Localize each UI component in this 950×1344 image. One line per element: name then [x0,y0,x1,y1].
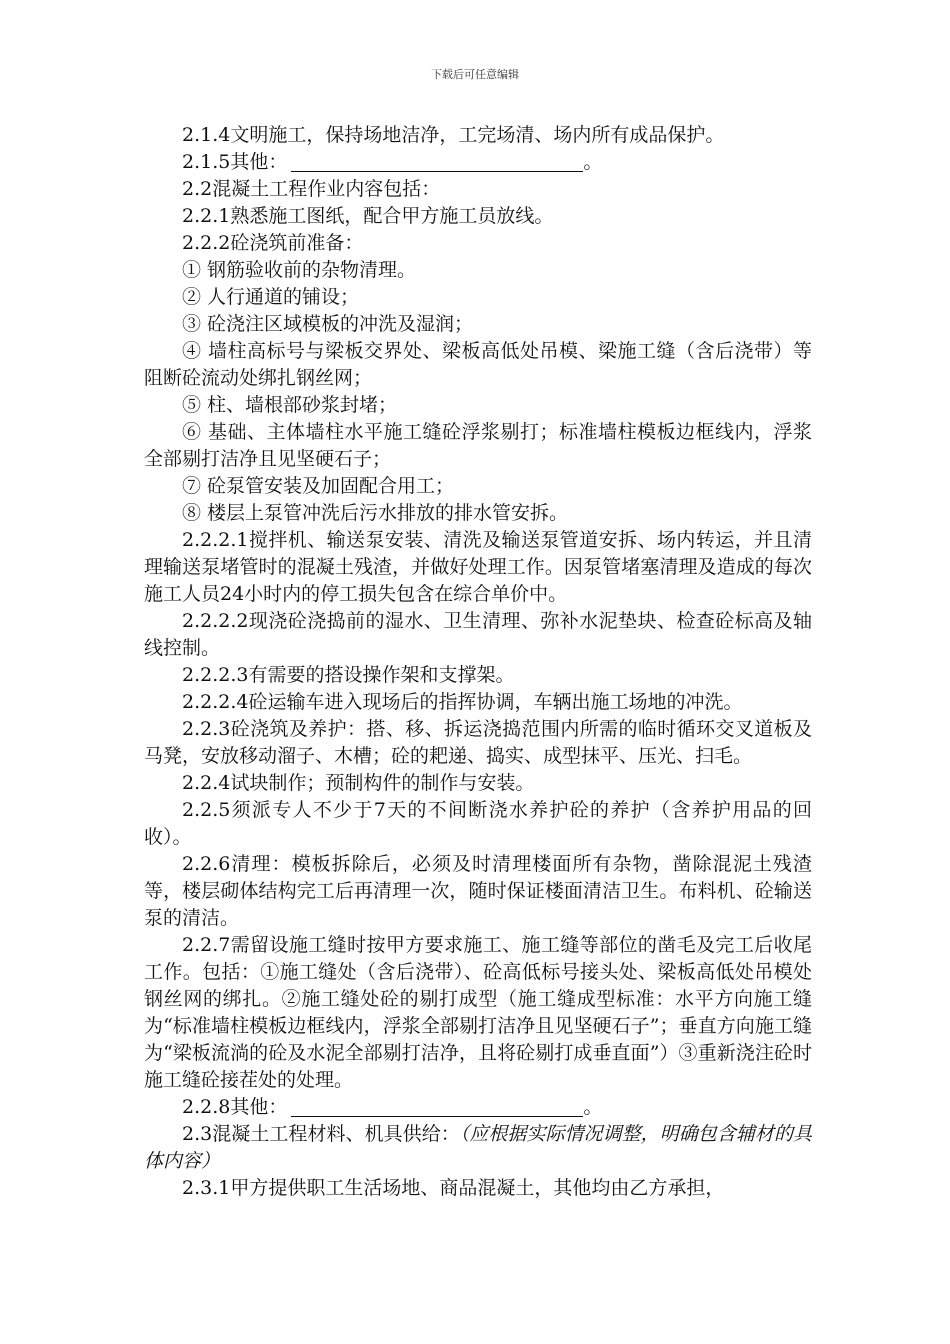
list-item-3: ③ 砼浇注区域模板的冲洗及湿润； [182,313,474,335]
page-header: 下载后可任意编辑 [431,68,519,81]
para-2-2-5: 2.2.5须派专人不少于7天的不间断浇水养护砼的养护（含养护用品的回收）。 [144,799,812,848]
para-2-2-8-label: 2.2.8其他： [182,1096,288,1118]
para-2-2-7: 2.2.7需留设施工缝时按甲方要求施工、施工缝等部位的凿毛及完工后收尾工作。包括：①施工缝处（含后浇带）、砼高低标号接头处、梁板高低处吊模处钢丝网的绑扎。②施工缝处砼的剔打成型（施工缝成型标准：水平方向施工缝为“标准墙柱模板边框线内，浮浆全部剔打洁净且见坚硬石子”；垂直方向施工缝为“梁板流淌的砼及水泥全部剔打洁净，且将砼剔打成垂直面”）③重新浇注砼时施工缝砼接茬处的处理。 [144,934,812,1091]
list-item-5: ⑤ 柱、墙根部砂浆封堵； [182,394,398,416]
document-body [144,122,812,1202]
para-2-2-2-2: 2.2.2.2现浇砼浇捣前的湿水、卫生清理、弥补水泥垫块、检查砼标高及轴线控制。 [144,610,812,659]
para-2-2-2-3: 2.2.2.3有需要的搭设操作架和支撑架。 [182,664,515,686]
para-2-3-1: 2.3.1甲方提供职工生活场地、商品混凝土，其他均由乙方承担， [182,1177,725,1199]
para-2-2-2-4: 2.2.2.4砼运输车进入现场后的指挥协调，车辆出施工场地的冲洗。 [182,691,743,713]
list-item-4: ④ 墙柱高标号与梁板交界处、梁板高低处吊模、梁施工缝（含后浇带）等阻断砼流动处绑扎钢丝网； [144,340,812,389]
list-item-7: ⑦ 砼泵管安装及加固配合用工； [182,475,455,497]
para-2-1-4: 2.1.4文明施工，保持场地洁净，工完场清、场内所有成品保护。 [182,124,725,146]
para-2-1-5 [144,149,812,176]
blank-line [291,1096,583,1117]
para-2-1-5-end: 。 [583,151,603,173]
para-2-2-3: 2.2.3砼浇筑及养护：搭、移、拆运浇捣范围内所需的临时循环交叉道板及马凳，安放移动溜子、木槽；砼的耙递、捣实、成型抹平、压光、扫毛。 [144,718,812,767]
list-item-6: ⑥ 基础、主体墙柱水平施工缝砼浮浆剔打；标准墙柱模板边框线内，浮浆全部剔打洁净且见坚硬石子； [144,421,812,470]
para-2-2-1: 2.2.1熟悉施工图纸，配合甲方施工员放线。 [182,205,554,227]
para-2-2-4: 2.2.4试块制作；预制构件的制作与安装。 [182,772,535,794]
para-2-2-2: 2.2.2砼浇筑前准备： [182,232,364,254]
para-2-3-text: 2.3混凝土工程材料、机具供给： [182,1123,460,1145]
list-item-1: ① 钢筋验收前的杂物清理。 [182,259,417,281]
para-2-3 [144,1121,812,1175]
blank-line [291,151,583,172]
para-2-2-8 [144,1094,812,1121]
para-2-1-5-label: 2.1.5其他： [182,151,288,173]
para-2-2-8-end: 。 [583,1096,603,1118]
para-2-2-2-1: 2.2.2.1搅拌机、输送泵安装、清洗及输送泵管道安拆、场内转运，并且清理输送泵堵管时的混凝土残渣，并做好处理工作。因泵管堵塞清理及造成的每次施工人员24小时内的停工损失包含在综合单价中。 [144,529,812,605]
list-item-8: ⑧ 楼层上泵管冲洗后污水排放的排水管安拆。 [182,502,569,524]
list-item-2: ② 人行通道的铺设； [182,286,360,308]
para-2-2: 2.2混凝土工程作业内容包括： [182,178,441,200]
para-2-3-note: （应根据实际情况调整，明确包含辅材的具体内容） [144,1123,812,1172]
para-2-2-6: 2.2.6清理：模板拆除后，必须及时清理楼面所有杂物，凿除混泥土残渣等，楼层砌体结构完工后再清理一次，随时保证楼面清洁卫生。布料机、砼输送泵的清洁。 [144,853,812,929]
